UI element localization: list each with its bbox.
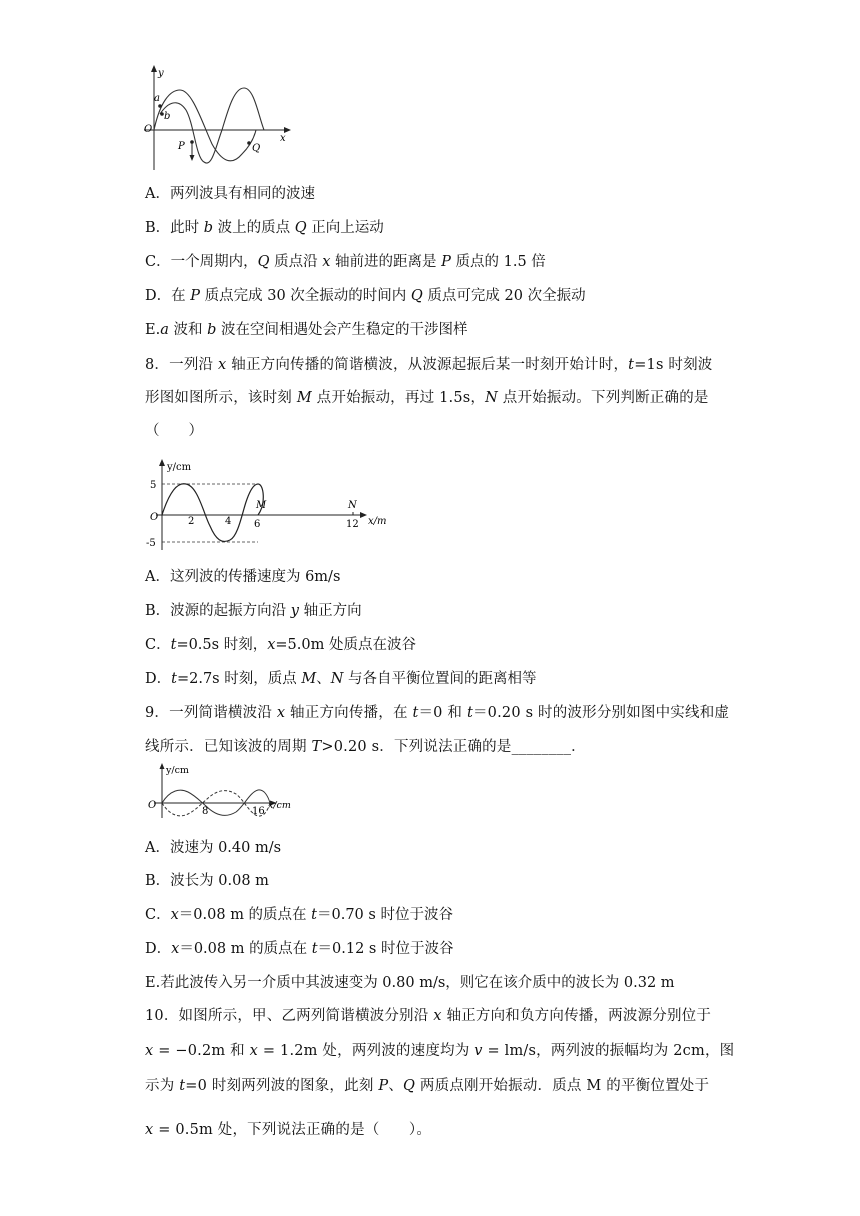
equation: = 0.5m <box>153 1122 213 1138</box>
q9-stem-line2 <box>145 737 586 757</box>
text-run: 轴正方向和负方向传播，两波源分别位于 <box>441 1008 712 1024</box>
text-run: 处，下列说法正确的是（ ）。 <box>212 1122 432 1138</box>
q9-stem-line1 <box>145 703 729 723</box>
text-run: =1s 时刻波 <box>634 357 713 373</box>
var: x <box>171 941 180 957</box>
q10-stem-line1 <box>145 1006 711 1026</box>
var: x <box>145 1122 154 1138</box>
text-run: =0.5s 时刻， <box>176 637 268 653</box>
var: N <box>330 671 344 687</box>
origin-label: O <box>144 124 153 135</box>
point-q-marker <box>247 141 251 145</box>
var: M <box>296 390 312 406</box>
q9-option-a[interactable]: A．波速为 0.40 m/s <box>145 840 282 856</box>
var: x <box>249 1043 259 1059</box>
tick-label-5: 5 <box>150 480 157 491</box>
q9-option-e[interactable]: E.若此波传入另一介质中其波速变为 0.80 m/s，则它在该介质中的波长为 0.32 m <box>145 975 675 991</box>
point-m-label: M <box>256 500 267 511</box>
text-run: 轴正方向传播，在 <box>285 705 413 721</box>
y-axis-arrow <box>151 65 157 72</box>
q7-option-e[interactable] <box>145 320 467 340</box>
var: t <box>311 941 318 957</box>
var: t <box>170 637 177 653</box>
wave-a-curve <box>154 90 256 161</box>
text-run: >0.20 s．下列说法正确的是________． <box>321 739 586 755</box>
tick-label-6: 6 <box>254 519 261 530</box>
x-axis-label: x/m <box>368 516 387 527</box>
wave-b-curve <box>160 88 264 163</box>
q10-stem-line4 <box>145 1120 431 1140</box>
var: N <box>485 390 498 406</box>
text-run: 线所示．已知该波的周期 <box>145 739 312 755</box>
text-run: 9．一列简谐横波沿 <box>145 705 277 721</box>
var: x <box>267 637 276 653</box>
text-run: 波上的质点 <box>213 220 295 236</box>
text-run: 、 <box>388 1078 404 1094</box>
y-axis-arrow <box>159 459 165 466</box>
equation: = lm/s <box>482 1043 537 1059</box>
tick-label-16: 16 <box>252 806 265 817</box>
var: Q <box>294 220 307 236</box>
var: t <box>466 705 473 721</box>
var: x <box>276 705 286 721</box>
x-axis-arrow <box>360 512 367 518</box>
q7-option-c[interactable] <box>145 252 546 272</box>
var: b <box>207 322 217 338</box>
q7-option-d[interactable] <box>145 286 586 306</box>
q9-option-c[interactable] <box>145 905 453 925</box>
label-q: Q <box>252 143 261 154</box>
var: v <box>474 1043 483 1059</box>
q8-option-c[interactable] <box>145 635 416 655</box>
text-run: =5.0m 处质点在波谷 <box>275 637 416 653</box>
var: t <box>628 357 635 373</box>
tick-label-8: 8 <box>202 806 209 817</box>
text-run: ＝0 和 <box>418 705 467 721</box>
text-run: 质点的 1.5 倍 <box>450 254 546 270</box>
text-run: 波在空间相遇处会产生稳定的干涉图样 <box>216 322 468 338</box>
text-run: C． <box>145 907 171 923</box>
point-n-label: N <box>348 500 357 511</box>
text-run: ，两列波的振幅均为 2cm，图 <box>536 1043 735 1059</box>
q8-stem-line2 <box>145 388 709 408</box>
text-run: 波和 <box>168 322 208 338</box>
text-run: 轴前进的距离是 <box>330 254 442 270</box>
var: Q <box>403 1078 416 1094</box>
text-run: 、 <box>316 671 331 687</box>
text-run: 10．如图所示，甲、乙两列简谐横波分别沿 <box>145 1008 434 1024</box>
q8-option-a[interactable]: A．这列波的传播速度为 6m/s <box>145 569 341 585</box>
y-axis-arrow <box>160 763 165 769</box>
text-run: =2.7s 时刻，质点 <box>176 671 302 687</box>
label-a: a <box>154 93 160 104</box>
q7-option-b[interactable] <box>145 218 384 238</box>
var: x <box>433 1008 442 1024</box>
text-run: 质点完成 30 次全振动的时间内 <box>200 288 411 304</box>
label-b: b <box>164 111 171 122</box>
var: x <box>145 1043 154 1059</box>
text-run: E. <box>145 322 161 338</box>
var: P <box>190 288 201 304</box>
var: T <box>311 739 322 755</box>
text-run: 8．一列沿 <box>145 357 219 373</box>
text-run: 轴正方向传播的简谐横波，从波源起振后某一时刻开始计时， <box>226 357 629 373</box>
text-run: D．在 <box>145 288 191 304</box>
equation: = 1.2m <box>258 1043 318 1059</box>
var: Q <box>257 254 270 270</box>
text-run: 处，两列波的速度均为 <box>317 1043 475 1059</box>
tick-label-m5: -5 <box>146 538 156 549</box>
var: b <box>203 220 214 236</box>
var: Q <box>410 288 423 304</box>
text-run: 质点沿 <box>269 254 323 270</box>
text-run: ＝0.70 s 时位于波谷 <box>317 907 453 923</box>
var: x <box>322 254 331 270</box>
x-axis-label: x/cm <box>268 800 291 811</box>
label-p: P <box>178 141 185 152</box>
text-run: C．一个周期内， <box>145 254 258 270</box>
q8-wave-figure <box>142 456 392 552</box>
var: t <box>179 1078 186 1094</box>
text-run: 形图如图所示，该时刻 <box>145 390 297 406</box>
text-run: ＝0.20 s 时的波形分别如图中实线和虚 <box>472 705 730 721</box>
text-run: 质点可完成 20 次全振动 <box>422 288 586 304</box>
var: t <box>412 705 419 721</box>
var: t <box>311 907 317 923</box>
var: t <box>171 671 177 687</box>
text-run: D． <box>145 941 172 957</box>
text-run: B．波源的起振方向沿 <box>145 603 291 619</box>
q9-option-b[interactable]: B．波长为 0.08 m <box>145 873 269 889</box>
point-a-marker <box>158 104 162 108</box>
q8-option-b[interactable] <box>145 601 362 621</box>
origin-label: O <box>150 512 159 523</box>
var: x <box>218 357 227 373</box>
q10-stem-line3 <box>145 1076 709 1096</box>
origin-label: O <box>148 800 157 811</box>
text-run: ＝0.12 s 时位于波谷 <box>317 941 454 957</box>
figure-two-waves <box>140 62 295 174</box>
text-run: ＝0.08 m 的质点在 <box>178 907 312 923</box>
text-run: ＝0.08 m 的质点在 <box>179 941 312 957</box>
text-run: 轴正方向 <box>298 603 362 619</box>
text-run: D． <box>145 671 172 687</box>
q10-stem-line2 <box>145 1041 734 1061</box>
text-run: 示为 <box>145 1078 180 1094</box>
var: x <box>170 907 179 923</box>
text-run: C． <box>145 637 171 653</box>
var: P <box>441 254 451 270</box>
equation: = −0.2m <box>153 1043 226 1059</box>
text-run: =0 时刻两列波的图象，此刻 <box>185 1078 379 1094</box>
tick-label-12: 12 <box>346 519 359 530</box>
var: M <box>301 671 317 687</box>
var: P <box>378 1078 389 1094</box>
x-axis-label: x <box>280 133 286 144</box>
text-run: 点开始振动，再过 1.5s， <box>311 390 486 406</box>
text-run: B．此时 <box>145 220 204 236</box>
text-run: 正向上运动 <box>306 220 384 236</box>
tick-label-2: 2 <box>188 516 195 527</box>
y-axis-label: y/cm <box>166 765 189 776</box>
q9-wave-figure <box>144 762 299 822</box>
text-run: 点开始振动。下列判断正确的是 <box>497 390 709 406</box>
var: a <box>160 322 169 338</box>
var: y <box>290 603 299 619</box>
q8-stem-line1 <box>145 355 713 375</box>
tick-label-4: 4 <box>225 516 232 527</box>
y-axis-label: y/cm <box>167 462 192 473</box>
point-p-arrowhead <box>190 155 195 161</box>
q7-option-a[interactable]: A．两列波具有相同的波速 <box>145 186 315 202</box>
text-run: 和 <box>225 1043 250 1059</box>
wave-curve <box>162 484 263 542</box>
q8-option-d[interactable] <box>145 669 537 689</box>
text-run: 与各自平衡位置间的距离相等 <box>343 671 537 687</box>
q8-stem-line3: （ ） <box>145 423 203 439</box>
text-run: 两质点刚开始振动．质点 M 的平衡位置处于 <box>415 1078 710 1094</box>
y-axis-label: y <box>158 68 164 79</box>
q9-option-d[interactable] <box>145 939 453 959</box>
